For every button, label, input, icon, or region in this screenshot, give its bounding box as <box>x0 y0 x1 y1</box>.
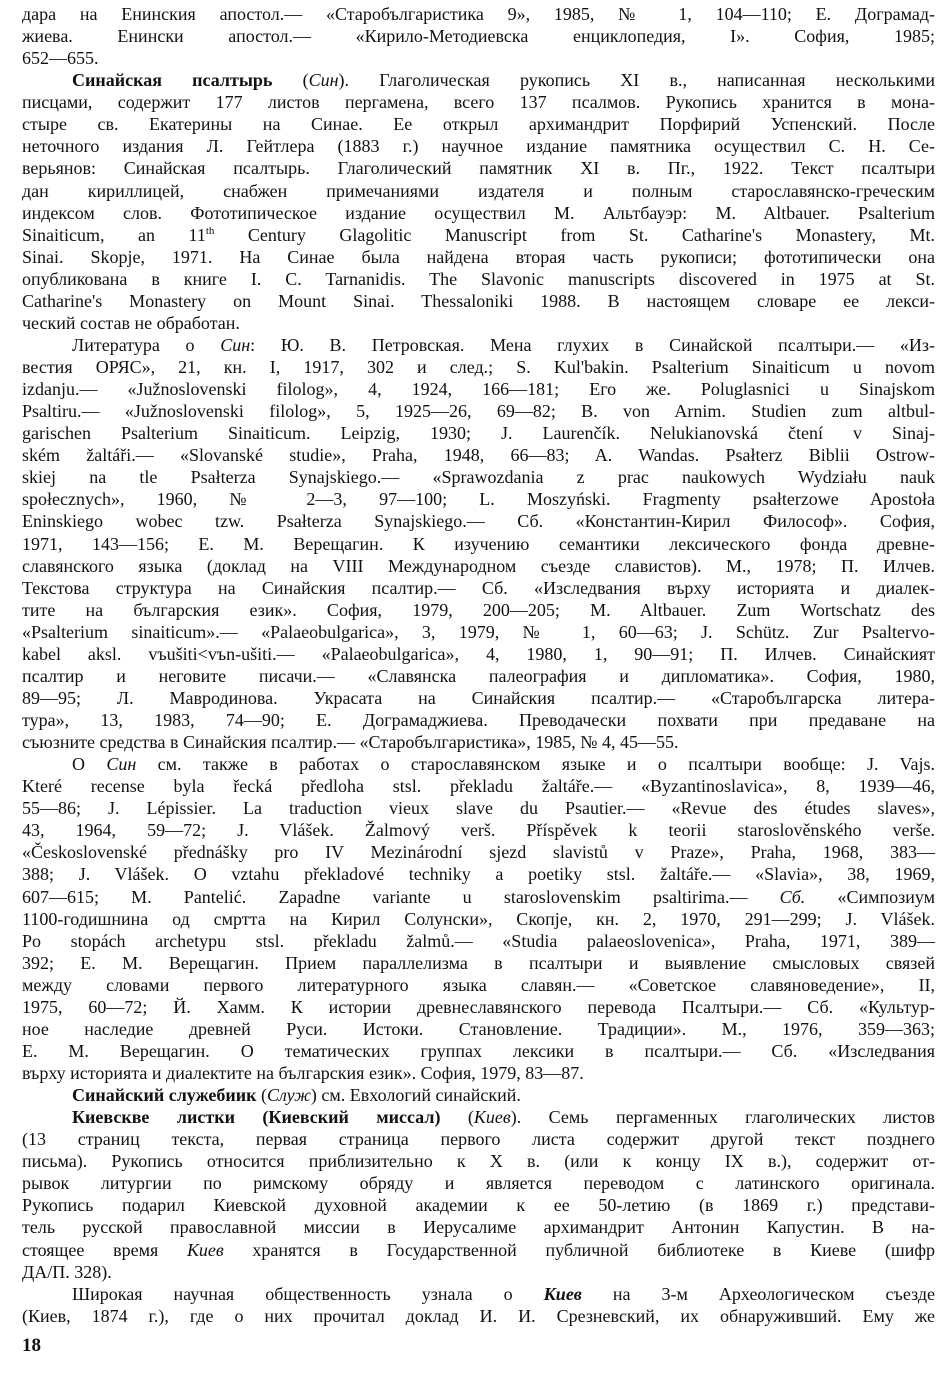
text-segment: неточного издания Л. Гейтлера (1883 г.) научное издание памятника осуществил С. Н. Се- <box>22 136 935 157</box>
text-line <box>22 996 935 1018</box>
text-segment: Сб. <box>779 886 806 907</box>
text-segment: между словами первого литературного языка славян.— «Советское славяноведение», II, <box>22 974 935 995</box>
text-segment: «Симпозиум <box>805 886 936 907</box>
text-segment: «Psalterium sinaiticum».— «Palaeobulgarica», 3, 1979, № 1, 60—63; J. Schütz. Zur Psaltervo- <box>22 621 935 642</box>
paragraph <box>22 753 935 1084</box>
entry-heading: Синайский служебиик <box>72 1085 257 1106</box>
text-line <box>22 1106 935 1128</box>
text-line <box>22 665 935 687</box>
text-line <box>22 466 935 488</box>
text-line <box>22 510 935 532</box>
text-line <box>22 1305 935 1327</box>
text-line <box>22 268 935 290</box>
entry-heading: Киевскве листки (Киевский миссал) <box>72 1107 441 1128</box>
text-segment: 55—86; J. Lépissier. La traduction vieux slave du Psautier.— «Revue des études slaves», <box>22 798 935 819</box>
text-segment: ДА/П. 328). <box>22 1261 112 1282</box>
text-segment: (13 страниц текста, первая страница первого листа содержит другой текст позднего <box>22 1129 935 1150</box>
text-line <box>22 621 935 643</box>
text-segment: тите на българския език». София, 1979, 200—205; M. Altbauer. Zum Wortschatz des <box>22 599 935 620</box>
text-segment: Киев <box>543 1283 582 1304</box>
text-segment: письма). Рукопись относится приблизительно к X в. (или к концу IX в.), содержит от- <box>22 1151 935 1172</box>
text-segment: Син <box>308 70 339 91</box>
text-segment: (Киев, 1874 г.), где о них прочитал доклад И. И. Срезневский, их обнаруживший. Ему же <box>22 1305 935 1326</box>
text-line <box>22 533 935 555</box>
text-segment: ное наследие древней Руси. Истоки. Становление. Традиции». М., 1976, 359—363; <box>22 1018 935 1039</box>
text-line <box>22 224 935 246</box>
text-segment: ) см. Евхологий синайский. <box>310 1085 521 1106</box>
text-line <box>22 356 935 378</box>
text-segment: Служ <box>266 1085 311 1106</box>
text-line <box>22 113 935 135</box>
text-line <box>22 886 935 908</box>
text-line <box>22 180 935 202</box>
text-segment: Catharine's Monastery on Mount Sinai. Thessaloniki 1988. В настоящем словаре ее лекси- <box>22 290 935 311</box>
text-line <box>22 91 935 113</box>
paragraph <box>22 334 935 753</box>
text-line <box>22 797 935 819</box>
text-line <box>22 25 935 47</box>
text-segment: вестия ОРЯС», 21, кн. I, 1917, 302 и след.; S. Kul'bakin. Psalterium Sinaiticum u novom <box>22 357 935 377</box>
text-segment: Киев <box>186 1239 224 1260</box>
text-line <box>22 378 935 400</box>
text-segment: ( <box>272 70 309 91</box>
text-line <box>22 1172 935 1194</box>
text-line <box>22 3 935 25</box>
text-line <box>22 1283 935 1305</box>
text-line <box>22 69 935 91</box>
text-segment: О <box>72 754 107 775</box>
text-segment: см. также в работах о старославянском языке и о псалтыри вообще: J. Vajs. <box>136 754 936 775</box>
text-segment: ). Глаголическая рукопись XI в., написанная несколькими <box>338 70 935 91</box>
text-line <box>22 643 935 665</box>
text-segment: писцами, содержит 177 листов пергамена, всего 137 псалмов. Рукопись хранится в мона- <box>22 92 935 113</box>
text-line <box>22 1194 935 1216</box>
text-line <box>22 157 935 179</box>
text-segment: społecznych», 1960, № 2—3, 97—100; L. Moszyński. Fragmenty psałterzowe Apostoła <box>22 489 935 510</box>
text-segment: Широкая научная общественность узнала о <box>72 1283 544 1304</box>
text-segment: Рукопись подарил Киевской духовной академии к ее 50-летию (в 1869 г.) представи- <box>22 1195 935 1216</box>
text-segment: дара на Енинския апостол.— «Старобългаристика 9», 1985, № 1, 104—110; Е. Дограмад- <box>22 4 935 24</box>
paragraph <box>22 3 935 69</box>
text-line <box>22 1018 935 1040</box>
text-segment: псалтир и неговите писачи.— «Славянска палеография и дипломатика». София, 1980, <box>22 665 935 686</box>
text-segment: garischen Psalterium Sinaiticum. Leipzig, 1930; J. Laurenčík. Nelukianovská čtení v Sinaj- <box>22 423 935 444</box>
text-line <box>22 246 935 268</box>
text-segment: 89—95; Л. Мавродинова. Украсата на Синайския псалтир.— «Старобългарска литера- <box>22 687 935 708</box>
text-line <box>22 841 935 863</box>
superscript: th <box>205 224 215 237</box>
text-line <box>22 687 935 709</box>
text-segment: върху историята и диалектите на българския език». София, 1979, 83—87. <box>22 1063 584 1083</box>
text-line <box>22 312 935 334</box>
text-line <box>22 1040 935 1062</box>
text-segment: Sinai. Skopje, 1971. На Синае была найдена вторая часть рукописи; фототипически она <box>22 246 935 267</box>
text-segment: 652—655. <box>22 48 99 69</box>
text-segment: 392; Е. М. Верещагин. Прием параллелизма в псалтыри и выявление смысловых связей <box>22 952 935 973</box>
entry-heading: Синайская псалтырь <box>72 70 273 91</box>
text-segment: ( <box>440 1107 474 1128</box>
text-line <box>22 1150 935 1172</box>
page-number: 18 <box>22 1335 41 1356</box>
text-line <box>22 908 935 930</box>
text-line <box>22 819 935 841</box>
paragraph <box>22 1106 935 1283</box>
page-body-text <box>22 3 935 1327</box>
text-line <box>22 974 935 996</box>
text-segment: : Ю. В. Петровская. Мена глухих в Синайской псалтыри.— «Из- <box>250 334 936 355</box>
text-line <box>22 444 935 466</box>
text-segment: 1975, 60—72; Й. Хамм. К истории древнеславянского перевода Псалтыри.— Сб. «Культур- <box>22 996 935 1017</box>
text-line <box>22 400 935 422</box>
text-line <box>22 47 935 69</box>
text-segment: 607—615; M. Pantelić. Zapadne variante u staroslovenskim psaltirima.— <box>22 886 780 907</box>
text-segment: 388; J. Vlášek. O vztahu překladové techniky a poetiky stsl. žaltáře.— «Slavia», 38, 1969, <box>22 864 935 885</box>
text-line <box>22 863 935 885</box>
text-segment: ském žaltáři.— «Slovanské studie», Praha, 1948, 66—83; A. Wandas. Psałterz Biblii Ostrow- <box>22 445 935 466</box>
text-segment: индексом слов. Фототипическое издание осуществил М. Альтбауэр: M. Altbauer. Psalterium <box>22 202 935 223</box>
text-segment: Текстова структура на Синайския псалтир.— Сб. «Изследвания върху историята и диалек- <box>22 577 935 598</box>
text-line <box>22 775 935 797</box>
text-segment: Литература о <box>72 334 221 355</box>
text-segment: Sinaiticum, an 11 <box>22 224 206 245</box>
text-line <box>22 1128 935 1150</box>
text-segment: ческий состав не обработан. <box>22 312 240 333</box>
text-segment: 1100-годишнина од смртта на Кирил Солунски», Скопје, кн. 2, 1970, 291—299; J. Vlášek. <box>22 908 935 929</box>
paragraph <box>22 1283 935 1327</box>
text-segment: Eninskiego wobec tzw. Psałterza Synajskiego.— Сб. «Константин-Кирил Философ». София, <box>22 511 935 532</box>
text-segment: на 3-м Археологическом съезде <box>581 1283 935 1304</box>
text-segment: тура», 13, 1983, 74—90; Е. Дограмаджиева. Преводачески похвати при предаване на <box>22 710 935 730</box>
text-segment: Е. М. Верещагин. О тематических группах лексики в псалтыри.— Сб. «Изследвания <box>22 1040 935 1061</box>
text-segment: опубликована в книге I. C. Tarnanidis. The Slavonic manuscripts discovered in 1975 at St. <box>22 268 935 289</box>
text-segment: Син <box>106 754 137 775</box>
text-line <box>22 334 935 356</box>
text-segment: стоящее время <box>22 1239 187 1260</box>
text-segment: съюзните средства в Синайския псалтир.— «Старобългаристика», 1985, № 4, 45—55. <box>22 732 679 753</box>
text-line <box>22 422 935 444</box>
text-line <box>22 488 935 510</box>
text-segment: Po stopách archetypu stsl. překladu žalmů.— «Studia palaeoslovenica», Praha, 1971, 389— <box>22 930 935 951</box>
text-line <box>22 709 935 731</box>
paragraph <box>22 69 935 334</box>
text-segment: skiej na tle Psałterza Synajskiego.— «Sprawozdania z prac naukowych Wydziału nauk <box>22 467 935 488</box>
text-segment: kabel aksl. vъušiti<vъn-ušiti.— «Palaeobulgarica», 4, 1980, 1, 90—91; П. Илчев. Синайският <box>22 643 935 664</box>
text-segment: ). Семь пергаменных глаголических листов <box>510 1107 935 1128</box>
text-line <box>22 577 935 599</box>
text-segment: тель русской православной миссии в Иерусалиме архимандрит Антонин Капустин. В на- <box>22 1217 935 1238</box>
text-line <box>22 1261 935 1283</box>
text-line <box>22 731 935 753</box>
text-segment: дан кириллицей, снабжен примечаниями издателя и полным старославянско-греческим <box>22 180 935 201</box>
text-segment: Син <box>220 334 251 355</box>
text-segment: Psaltiru.— «Južnoslovenski filolog», 5, 1925—26, 69—82; B. von Arnim. Studien zum altbul- <box>22 401 935 422</box>
paragraph <box>22 1084 935 1106</box>
text-line <box>22 1062 935 1084</box>
text-segment: izdanju.— «Južnoslovenski filolog», 4, 1924, 166—181; Его же. Poluglasnici u Sinajskom <box>22 379 935 400</box>
text-segment: «Československé přednášky pro IV Mezinárodní sjezd slavistů v Praze», Praha, 1968, 383— <box>22 842 935 863</box>
text-segment: жиева. Енински апостол.— «Кирило-Методиевска енциклопедия, I». София, 1985; <box>22 26 935 47</box>
text-segment: ( <box>256 1085 267 1106</box>
text-segment: 43, 1964, 59—72; J. Vlášek. Žalmový verš. Příspěvek k teorii staroslověnského verše. <box>22 820 935 841</box>
text-segment: Киев <box>473 1107 511 1128</box>
text-segment: 1971, 143—156; Е. М. Верещагин. К изучению семантики лексического фонда древне- <box>22 533 935 554</box>
text-segment: Century Glagolitic Manuscript from St. Catharine's Monastery, Mt. <box>214 224 935 245</box>
text-segment: стыре св. Екатерины на Синае. Ее открыл архимандрит Порфирий Успенский. После <box>22 114 935 135</box>
text-line <box>22 930 935 952</box>
text-line <box>22 599 935 621</box>
text-line <box>22 555 935 577</box>
text-segment: рывок литургии по римскому обряду и является переводом с латинского оригинала. <box>22 1173 935 1194</box>
text-line <box>22 290 935 312</box>
text-line <box>22 202 935 224</box>
text-line <box>22 753 935 775</box>
text-segment: верьянов: Синайская псалтырь. Глаголический памятник XI в. Пг., 1922. Текст псалтыри <box>22 158 935 179</box>
text-line <box>22 1216 935 1238</box>
text-segment: Které recense byla řecká předloha stsl. překladu žaltáře.— «Byzantinoslavica», 8, 1939—46, <box>22 776 935 797</box>
text-line <box>22 1084 935 1106</box>
text-line <box>22 135 935 157</box>
text-segment: славянского языка (доклад на VIII Международном съезде славистов). М., 1978; П. Илчев. <box>22 555 935 576</box>
text-line <box>22 952 935 974</box>
text-line <box>22 1239 935 1261</box>
text-segment: хранятся в Государственной публичной библиотеке в Киеве (шифр <box>223 1239 935 1260</box>
